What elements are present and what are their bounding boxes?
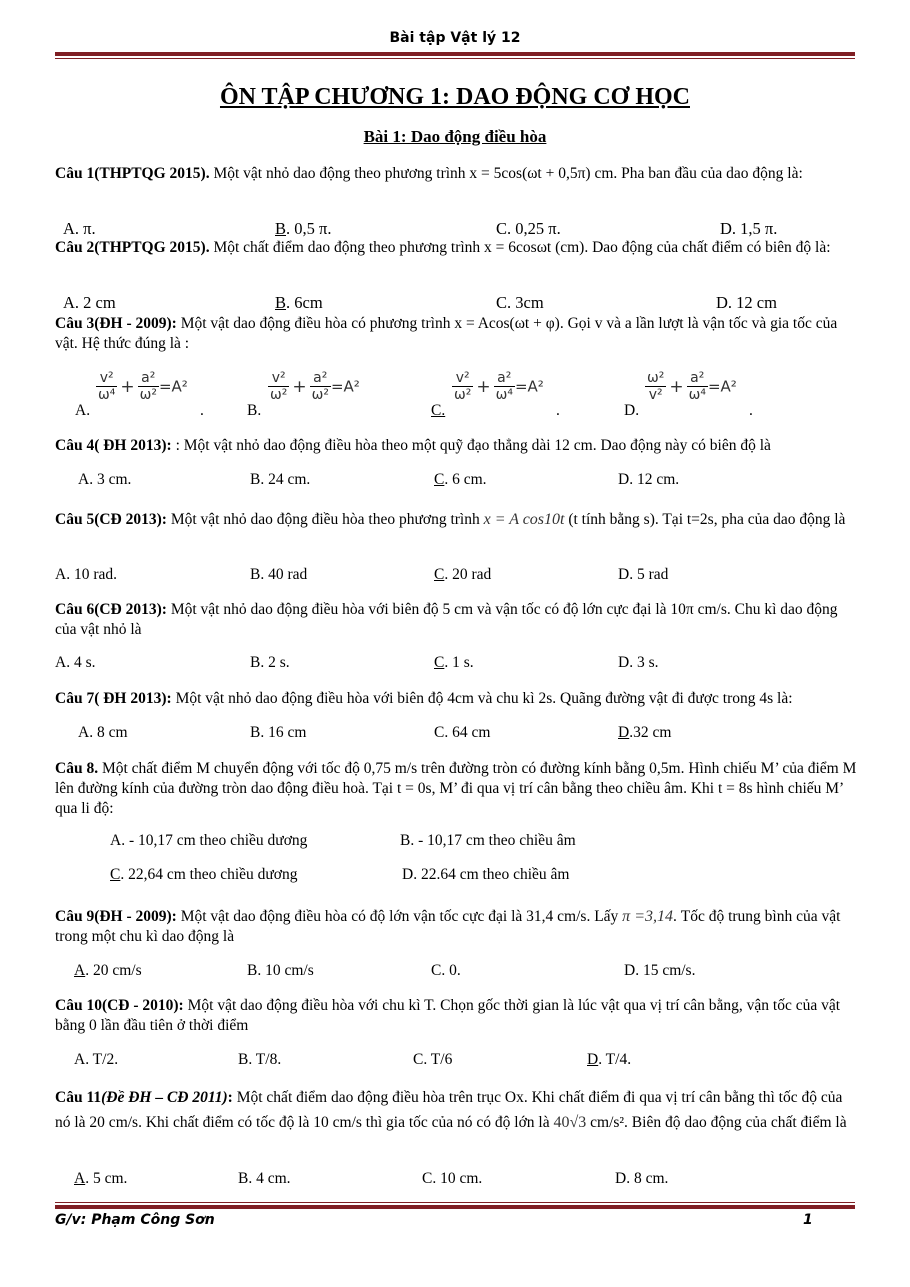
- option-a-label: A.: [75, 402, 91, 419]
- option-b: B. T/8.: [238, 1051, 282, 1068]
- question-text: Một vật nhỏ dao động điều hòa với biên độ 4cm và chu kì 2s. Quãng đường vật đi được trong 4s là:: [171, 690, 793, 707]
- question-text: : Một vật nhỏ dao động điều hòa theo một quỹ đạo thẳng dài 12 cm. Dao động này có biên độ là: [171, 437, 771, 454]
- option-d: D. 8 cm.: [615, 1170, 669, 1187]
- option-c: C. 22,64 cm theo chiều dương: [110, 866, 298, 883]
- question-text: cm/s². Biên độ dao động của chất điểm là: [586, 1114, 847, 1131]
- option-b: B. 6cm: [275, 293, 323, 312]
- option-d: D. T/4.: [587, 1051, 632, 1068]
- question-text: Một vật dao động điều hòa có phương trình x = Acos(ωt + φ). Gọi v và a lần lượt là vận tốc và gia tốc của vật. Hệ thức đúng là :: [55, 315, 838, 352]
- question-label: Câu 10(CĐ - 2010):: [55, 997, 184, 1014]
- question-label: Câu 6(CĐ 2013):: [55, 601, 167, 618]
- question-11: [55, 1085, 857, 1135]
- option-a: A. π.: [63, 219, 96, 238]
- option-a: A. 4 s.: [55, 654, 96, 671]
- option-a: A. 5 cm.: [74, 1170, 128, 1187]
- question-text: Một chất điểm dao động điều hòa trên trục Ox. Khi chất điểm đi qua vị trí cân bằng thì tốc độ của nó là 20 cm/s. Khi chất điểm có tốc độ là 10 cm/s thì gia tốc của nó có độ lớn là: [55, 1089, 843, 1131]
- header-rule: [55, 52, 855, 59]
- option-a: A. 3 cm.: [78, 471, 132, 488]
- page-number: 1: [803, 1212, 813, 1228]
- option-d: D. 3 s.: [618, 654, 659, 671]
- question-label: Câu 11(Đề ĐH – CĐ 2011):: [55, 1089, 233, 1106]
- question-5: [55, 510, 857, 530]
- option-c: C. 64 cm: [434, 724, 491, 741]
- option-c: C. 1 s.: [434, 654, 474, 671]
- footer-author: G/v: Phạm Công Sơn: [55, 1212, 215, 1228]
- period: .: [200, 402, 204, 419]
- option-c: C. 0.: [431, 962, 461, 979]
- option-a: A. 10 rad.: [55, 566, 117, 583]
- question-text: (t tính bằng s). Tại t=2s, pha của dao động là: [564, 511, 846, 528]
- question-label: Câu 5(CĐ 2013):: [55, 511, 167, 528]
- lesson-subtitle: Bài 1: Dao động điều hòa: [363, 127, 547, 146]
- option-d-label: D.: [624, 402, 640, 419]
- period: .: [749, 402, 753, 419]
- question-2: [55, 238, 857, 258]
- option-c-label: C.: [431, 402, 446, 419]
- option-a: A. 8 cm: [78, 724, 128, 741]
- question-8: [55, 759, 857, 819]
- formula-option-b: $\frac{\text{v²}}{\text{ω²}}$ + $\frac{\text{a²}}{\text{ω²}}$ =A²: [270, 370, 360, 403]
- question-label: Câu 2(THPTQG 2015).: [55, 239, 210, 256]
- option-c: C. 20 rad: [434, 566, 492, 583]
- question-6: [55, 600, 857, 640]
- question-label: Câu 4( ĐH 2013):: [55, 437, 172, 454]
- option-c: C. 0,25 π.: [496, 219, 561, 238]
- question-text: . Tốc độ trung bình của vật trong một chu kì dao động là: [55, 908, 841, 945]
- option-c: C. T/6: [413, 1051, 453, 1068]
- option-c: C. 3cm: [496, 293, 544, 312]
- question-text: Một vật dao động điều hòa có độ lớn vận tốc cực đại là 31,4 cm/s. Lấy: [176, 908, 623, 925]
- page-header: Bài tập Vật lý 12: [389, 30, 521, 46]
- question-label: Câu 9(ĐH - 2009):: [55, 908, 177, 925]
- formula-option-d: $\frac{\text{ω²}}{\text{v²}}$ + $\frac{\text{a²}}{\text{ω⁴}}$ =A²: [647, 370, 737, 403]
- option-d: D. 12 cm: [716, 293, 777, 312]
- option-d: D. 5 rad: [618, 566, 669, 583]
- option-b-label: B.: [247, 402, 262, 419]
- question-text: Một vật dao động điều hòa với chu kì T. Chọn gốc thời gian là lúc vật qua vị trí cân bằng, vận tốc của vật bằng 0 lần đầu tiên ở thời điểm: [55, 997, 841, 1034]
- question-text: Một chất điểm dao động theo phương trình x = 6cosωt (cm). Dao động của chất điểm có biên độ là:: [209, 239, 831, 256]
- question-label: Câu 7( ĐH 2013):: [55, 690, 172, 707]
- option-a: A. 2 cm: [63, 293, 116, 312]
- option-b: B. - 10,17 cm theo chiều âm: [400, 832, 576, 849]
- option-d: D. 22.64 cm theo chiều âm: [402, 866, 570, 883]
- question-4: [55, 436, 857, 456]
- option-a: A. 20 cm/s: [74, 962, 142, 979]
- option-a: A. T/2.: [74, 1051, 119, 1068]
- option-b: B. 24 cm.: [250, 471, 311, 488]
- formula-inline: 40√3: [553, 1114, 587, 1131]
- question-text: Một vật nhỏ dao động điều hòa theo phương trình: [166, 511, 484, 528]
- question-text: Một chất điểm M chuyển động với tốc độ 0,75 m/s trên đường tròn có đường kính bằng 0,5m. Hình chiếu M’ của điểm M lên đường kính của đường tròn dao động điều hoà. Tại t = 0s, M’ đi qua vị trí cân bằng theo chiều âm. Khi t = 8s hình chiếu M’ qua li độ:: [55, 760, 857, 817]
- question-label: Câu 3(ĐH - 2009):: [55, 315, 177, 332]
- question-text: Một vật nhỏ dao động điều hòa với biên độ 5 cm và vận tốc có độ lớn cực đại là 10π cm/s. Chu kì dao động của vật nhỏ là: [55, 601, 838, 638]
- formula-option-c: $\frac{\text{v²}}{\text{ω²}}$ + $\frac{\text{a²}}{\text{ω⁴}}$ =A²: [454, 370, 544, 403]
- option-d: D. 15 cm/s.: [624, 962, 696, 979]
- question-10: [55, 996, 857, 1036]
- option-b: B. 2 s.: [250, 654, 290, 671]
- question-7: [55, 689, 857, 709]
- option-d: D.32 cm: [618, 724, 672, 741]
- question-label: Câu 1(THPTQG 2015).: [55, 165, 210, 182]
- formula-option-a: $\frac{\text{v²}}{\text{ω⁴}}$ + $\frac{\text{a²}}{\text{ω²}}$ =A²: [98, 370, 188, 403]
- question-label: Câu 8.: [55, 760, 99, 777]
- formula-inline: x = A cos10t: [483, 511, 565, 528]
- option-a: A. - 10,17 cm theo chiều dương: [110, 832, 308, 849]
- question-3: [55, 314, 857, 354]
- option-d: D. 1,5 π.: [720, 219, 778, 238]
- option-b: B. 16 cm: [250, 724, 307, 741]
- option-b: B. 4 cm.: [238, 1170, 291, 1187]
- question-text: Một vật nhỏ dao động theo phương trình x = 5cos(ωt + 0,5π) cm. Pha ban đầu của dao động là:: [209, 165, 803, 182]
- option-b: B. 40 rad: [250, 566, 308, 583]
- chapter-title: ÔN TẬP CHƯƠNG 1: DAO ĐỘNG CƠ HỌC: [219, 84, 690, 110]
- period: .: [556, 402, 560, 419]
- option-b: B. 10 cm/s: [247, 962, 314, 979]
- footer-rule: [55, 1202, 855, 1209]
- question-1: [55, 164, 857, 184]
- question-9: [55, 907, 857, 947]
- option-c: C. 10 cm.: [422, 1170, 483, 1187]
- option-b: B. 0,5 π.: [275, 219, 332, 238]
- option-d: D. 12 cm.: [618, 471, 680, 488]
- formula-inline: π =3,14: [622, 908, 673, 925]
- option-c: C. 6 cm.: [434, 471, 487, 488]
